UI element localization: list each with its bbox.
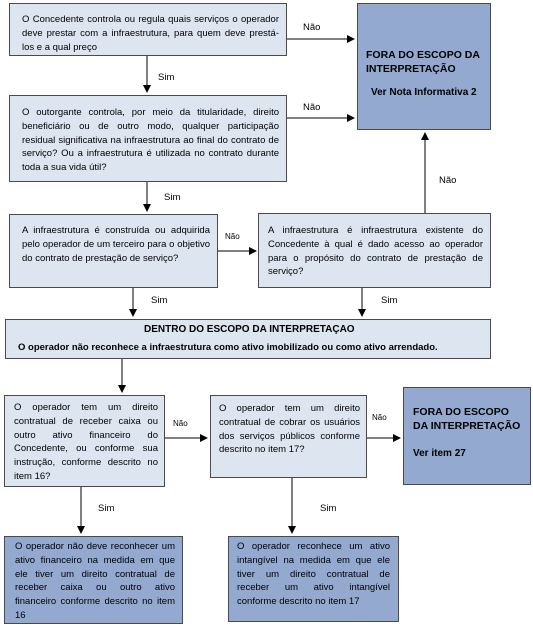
label-nao: Não <box>372 413 387 422</box>
scope-box-within-interpretation <box>5 319 491 359</box>
question-box-residual-interest <box>9 95 287 182</box>
label-nao: Não <box>439 175 457 186</box>
label-sim: Sim <box>98 503 115 514</box>
question-text: O operador tem um direito contratual de cobrar os usuários dos serviços públicos conforme descrito no item 17? <box>219 403 360 456</box>
question-text: O Concedente controla ou regula quais serviços o operador deve prestar com a infraestrutura, para quem deve prestá-los e a qual preço <box>22 14 279 53</box>
label-nao: Não <box>225 232 240 241</box>
question-text: A infraestrutura é construída ou adquirida pelo operador de um terceiro para o objetivo do contrato de prestação de serviço? <box>22 225 210 264</box>
question-text: O outorgante controla, por meio da titularidade, direito beneficiário ou de outro modo, qualquer participação residual significativa na infraestrutura ao final do contrato de serviço? Ou a infraestrutura é utilizada no contrato durante toda a sua vida útil? <box>22 107 279 174</box>
scope-text: O operador não reconhece a infraestrutura como ativo imobilizado ou como ativo arrendado. <box>18 341 438 353</box>
question-box-financial-asset <box>4 395 165 487</box>
outcome-box-out-of-scope-note <box>357 3 491 130</box>
question-box-charge-users <box>210 395 367 478</box>
question-text: A infraestrutura é infraestrutura existente do Concedente à qual é dado acesso ao operador para o propósito do contrato de prestação de serviço? <box>268 225 483 278</box>
outcome-title: FORA DO ESCOPO DA INTERPRETAÇÃO <box>366 49 480 75</box>
result-box-intangible-asset <box>228 536 399 622</box>
outcome-reference: Ver item 27 <box>413 448 466 460</box>
result-text: O operador não deve reconhecer um ativo financeiro na medida em que ele tiver um direito contratual de receber caixa ou outro ativo financeiro conforme descrito no item 16 <box>15 541 175 621</box>
label-nao: Não <box>173 419 188 428</box>
outcome-reference: Ver Nota Informativa 2 <box>371 87 477 99</box>
label-sim: Sim <box>151 295 168 306</box>
label-nao: Não <box>303 102 321 113</box>
scope-title: DENTRO DO ESCOPO DA INTERPRETAÇAO <box>144 324 355 335</box>
result-box-financial-asset <box>4 536 183 624</box>
outcome-box-out-of-scope-item <box>403 387 531 485</box>
label-nao: Não <box>303 22 321 33</box>
question-box-existing-infrastructure <box>258 213 491 288</box>
label-sim: Sim <box>320 503 337 514</box>
outcome-title: FORA DO ESCOPO DA INTERPRETAÇÃO <box>413 406 521 432</box>
question-box-infrastructure-built <box>9 214 218 288</box>
label-sim: Sim <box>164 192 181 203</box>
question-text: O operador tem um direito contratual de receber caixa ou outro ativo financeiro do Concedente, ou conforme sua instrução, conforme descrito no item 16? <box>14 402 158 482</box>
question-box-service-control <box>9 3 287 56</box>
result-text: O operador reconhece um ativo intangível na medida em que ele tiver um direito contratual de receber um ativo intangível conforme descrito no item 17 <box>237 541 390 608</box>
label-sim: Sim <box>381 295 398 306</box>
label-sim: Sim <box>158 72 175 83</box>
